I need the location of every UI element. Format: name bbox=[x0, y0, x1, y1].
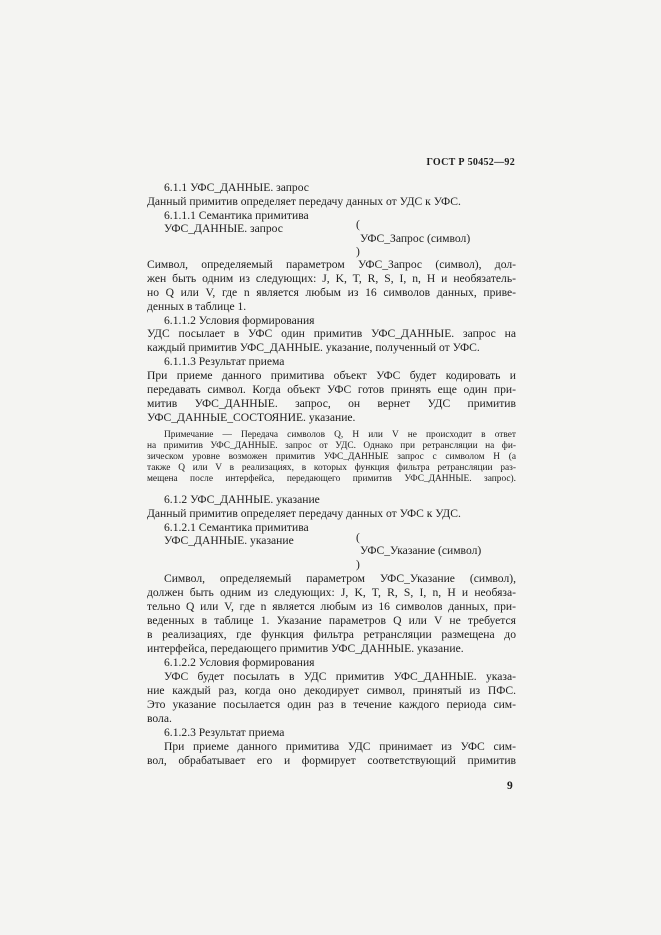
paragraph-line: тельно Q или V, где n является любым из 16 символов данных, при- bbox=[147, 600, 516, 613]
paragraph-line: При приеме данного примитива объект УФС будет кодировать и bbox=[147, 369, 516, 382]
section-heading: 6.1.2 УФС_ДАННЫЕ. указание bbox=[164, 493, 320, 506]
subsection-heading: 6.1.2.1 Семантика примитива bbox=[164, 521, 309, 534]
paragraph-line: интерфейса, передающего примитив УФС_ДАННЫЕ. указание. bbox=[147, 642, 464, 655]
close-paren: ) bbox=[356, 558, 360, 571]
note-line: Примечание — Передача символов Q, H или V не происходит в ответ bbox=[164, 430, 516, 440]
primitive-parameter: УФС_Указание (символ) bbox=[360, 544, 482, 557]
note-line: на примитив УФС_ДАННЫЕ. запрос от УДС. Однако при ретрансляции на фи- bbox=[147, 441, 516, 451]
section-heading: 6.1.1 УФС_ДАННЫЕ. запрос bbox=[164, 181, 309, 194]
paragraph-line: но Q или V, где n является любым из 16 символов данных, приве- bbox=[147, 286, 516, 299]
page-number: 9 bbox=[507, 780, 513, 792]
open-paren: ( bbox=[356, 218, 360, 231]
paragraph-line: вола. bbox=[147, 712, 172, 725]
paragraph-line: Данный примитив определяет передачу данных от УДС к УФС. bbox=[147, 195, 461, 208]
note-line: зическом уровне возможен примитив УФС_ДАННЫЕ запрос с символом H (а bbox=[147, 452, 516, 462]
paragraph-line: вол, обрабатывает его и формирует соответствующий примитив bbox=[147, 754, 516, 767]
subsection-heading: 6.1.1.3 Результат приема bbox=[164, 355, 285, 368]
subsection-heading: 6.1.1.2 Условия формирования bbox=[164, 314, 315, 327]
primitive-name: УФС_ДАННЫЕ. запрос bbox=[164, 222, 283, 235]
page-header: ГОСТ Р 50452—92 bbox=[426, 157, 515, 168]
subsection-heading: 6.1.2.2 Условия формирования bbox=[164, 656, 315, 669]
paragraph-line: должен быть одним из следующих: J, K, T, R, S, I, n, H и необяза- bbox=[147, 586, 516, 599]
paragraph-line: УФС будет посылать в УДС примитив УФС_ДАННЫЕ. указа- bbox=[164, 670, 516, 683]
note-line: также Q или V в реализациях, в которых функция фильтра ретрансляции раз- bbox=[147, 463, 516, 473]
primitive-parameter: УФС_Запрос (символ) bbox=[360, 232, 471, 245]
paragraph-line: УФС_ДАННЫЕ_СОСТОЯНИЕ. указание. bbox=[147, 411, 356, 424]
paragraph-line: жен быть одним из следующих: J, K, T, R, S, I, n, H и необязатель- bbox=[147, 272, 516, 285]
paragraph-line: передавать символ. Когда объект УФС готов принять еще один при- bbox=[147, 383, 516, 396]
paragraph-line: ние каждый раз, когда оно декодирует символ, принятый из ПФС. bbox=[147, 684, 516, 697]
paragraph-line: митив УФС_ДАННЫЕ. запрос, он вернет УДС примитив bbox=[147, 397, 516, 410]
paragraph-line: Данный примитив определяет передачу данных от УФС к УДС. bbox=[147, 507, 461, 520]
close-paren: ) bbox=[356, 245, 360, 258]
paragraph-line: Это указание посылается один раз в течение каждого периода сим- bbox=[147, 698, 516, 711]
paragraph-line: Символ, определяемый параметром УФС_Указание (символ), bbox=[164, 572, 516, 585]
paragraph-line: Символ, определяемый параметром УФС_Запрос (символ), дол- bbox=[147, 258, 516, 271]
subsection-heading: 6.1.2.3 Результат приема bbox=[164, 726, 285, 739]
open-paren: ( bbox=[356, 531, 360, 544]
subsection-heading: 6.1.1.1 Семантика примитива bbox=[164, 209, 309, 222]
paragraph-line: УДС посылает в УФС один примитив УФС_ДАННЫЕ. запрос на bbox=[147, 327, 516, 340]
paragraph-line: в реализациях, где функция фильтра ретрансляции размещена до bbox=[147, 628, 516, 641]
paragraph-line: При приеме данного примитива УДС принимает из УФС сим- bbox=[164, 740, 516, 753]
paragraph-line: каждый примитив УФС_ДАННЫЕ. указание, полученный от УФС. bbox=[147, 341, 480, 354]
paragraph-line: денных в таблице 1. bbox=[147, 300, 247, 313]
paragraph-line: веденных в таблице 1. Указание параметров Q или V не требуется bbox=[147, 614, 516, 627]
note-line: мещена после интерфейса, передающего примитив УФС_ДАННЫЕ. запрос). bbox=[147, 474, 516, 484]
primitive-name: УФС_ДАННЫЕ. указание bbox=[164, 534, 294, 547]
